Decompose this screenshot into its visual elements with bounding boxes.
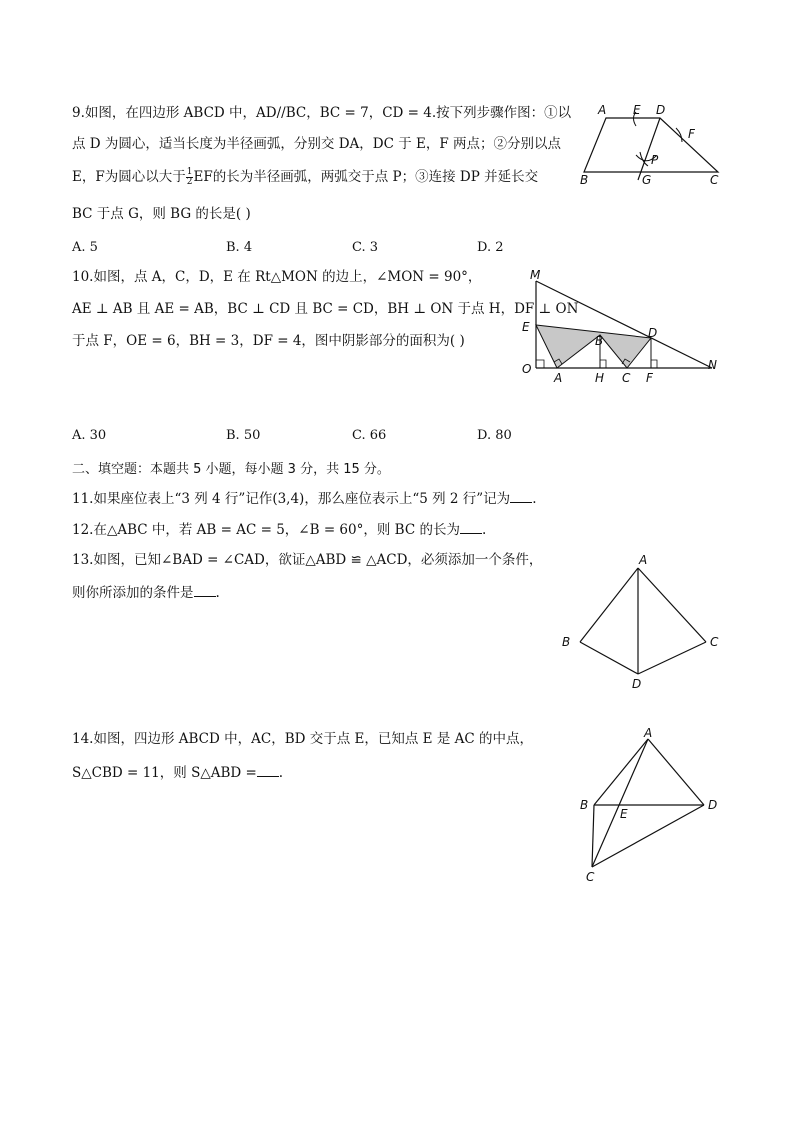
q9-frac-den: 2	[186, 177, 193, 187]
q14-label-d: D	[708, 798, 718, 812]
q9-option-d: D. 2	[477, 240, 504, 255]
q9-label-e: E	[633, 103, 641, 117]
q13-end: .	[215, 585, 220, 601]
q14-figure	[576, 725, 746, 890]
q10-option-a: A. 30	[72, 428, 107, 443]
q9-label-c: C	[710, 173, 719, 187]
q10-label-h: H	[595, 371, 605, 385]
q13-label-a: A	[639, 553, 648, 567]
q10-label-m: M	[530, 268, 541, 282]
q9-line3	[72, 168, 538, 187]
q9-label-d: D	[656, 103, 666, 117]
q9-frac-num: 1	[186, 167, 193, 177]
q10-label-n: N	[708, 358, 717, 372]
q13-line2	[72, 584, 220, 601]
q9-frac-var: EF	[193, 169, 213, 185]
q9-label-a: A	[598, 103, 607, 117]
q9-line1: 9.如图，在四边形 ABCD 中，AD//BC，BC = 7，CD = 4.按下列步骤作图：①以	[72, 105, 572, 121]
q10-shaded-region	[536, 325, 651, 368]
q11-end: .	[532, 491, 537, 507]
q10-label-f: F	[646, 371, 653, 385]
q10-option-c: C. 66	[352, 428, 387, 443]
q11-answer-blank[interactable]	[510, 490, 532, 503]
q14-end: .	[278, 765, 284, 781]
q14-line1: 14.如图，四边形 ABCD 中，AC，BD 交于点 E，已知点 E 是 AC 的中点，	[72, 731, 533, 747]
q9-line3-mid: 为圆心以大于	[104, 169, 186, 185]
q10-option-b: B. 50	[226, 428, 261, 443]
q10-line2: AE ⊥ AB 且 AE = AB，BC ⊥ CD 且 BC = CD，BH ⊥ ON 于点 H，DF ⊥ ON	[72, 301, 579, 317]
q9-line2: 点 D 为圆心，适当长度为半径画弧，分别交 DA，DC 于 E，F 两点；②分别以点	[72, 136, 562, 152]
q10-figure	[514, 265, 744, 405]
q10-label-e: E	[522, 320, 530, 334]
q10-line1: 10.如图，点 A，C，D，E 在 Rt△MON 的边上，∠MON = 90°，	[72, 269, 482, 285]
q9-line3-rest: 的长为半径画弧，两弧交于点 P；③连接 DP 并延长交	[212, 169, 539, 185]
q9-line3-prefix: E，F	[72, 169, 105, 185]
q10-line3: 于点 F，OE = 6，BH = 3，DF = 4，图中阴影部分的面积为( )	[72, 333, 465, 349]
q14-label-e: E	[620, 807, 628, 821]
q14-answer-blank[interactable]	[257, 764, 279, 777]
q11-text: 11.如果座位表上“3 列 4 行”记作(3,4)，那么座位表示上“5 列 2 行”记为	[72, 491, 511, 507]
q14-label-b: B	[580, 798, 589, 812]
q9-line4: BC 于点 G，则 BG 的长是( )	[72, 206, 251, 222]
q13-answer-blank[interactable]	[194, 584, 216, 597]
q9-option-b: B. 4	[226, 240, 253, 255]
q14-label-a: A	[644, 726, 653, 740]
q14-label-c: C	[586, 870, 595, 884]
q13-label-b: B	[562, 635, 571, 649]
section-heading: 二、填空题：本题共 5 小题，每小题 3 分，共 15 分。	[72, 462, 390, 477]
q12-line	[72, 521, 486, 538]
q9-option-a: A. 5	[72, 240, 98, 255]
q10-label-c: C	[622, 371, 631, 385]
q10-label-b: B	[595, 334, 604, 348]
q12-text: 12.在△ABC 中，若 AB = AC = 5，∠B = 60°，则 BC 的长为	[72, 522, 460, 538]
q13-figure	[556, 550, 736, 695]
q10-label-o: O	[522, 362, 532, 376]
q9-label-b: B	[580, 173, 589, 187]
q14-text: S△CBD = 11，则 S△ABD =	[72, 765, 257, 781]
q13-label-d: D	[632, 677, 642, 691]
q10-option-d: D. 80	[477, 428, 512, 443]
q9-figure	[578, 100, 738, 190]
q11-line	[72, 490, 536, 507]
q10-label-a: A	[554, 371, 563, 385]
q12-end: .	[481, 522, 487, 538]
q12-answer-blank[interactable]	[460, 521, 482, 534]
q9-label-g: G	[642, 173, 652, 187]
q13-text: 则你所添加的条件是	[72, 585, 194, 601]
q9-label-p: P	[651, 153, 659, 167]
q9-label-f: F	[688, 127, 695, 141]
q13-label-c: C	[710, 635, 719, 649]
q10-label-d: D	[648, 326, 658, 340]
q14-line2	[72, 764, 283, 781]
q13-line1: 13.如图，已知∠BAD = ∠CAD，欲证△ABD ≌ △ACD，必须添加一个条件，	[72, 552, 543, 568]
q9-option-c: C. 3	[352, 240, 379, 255]
